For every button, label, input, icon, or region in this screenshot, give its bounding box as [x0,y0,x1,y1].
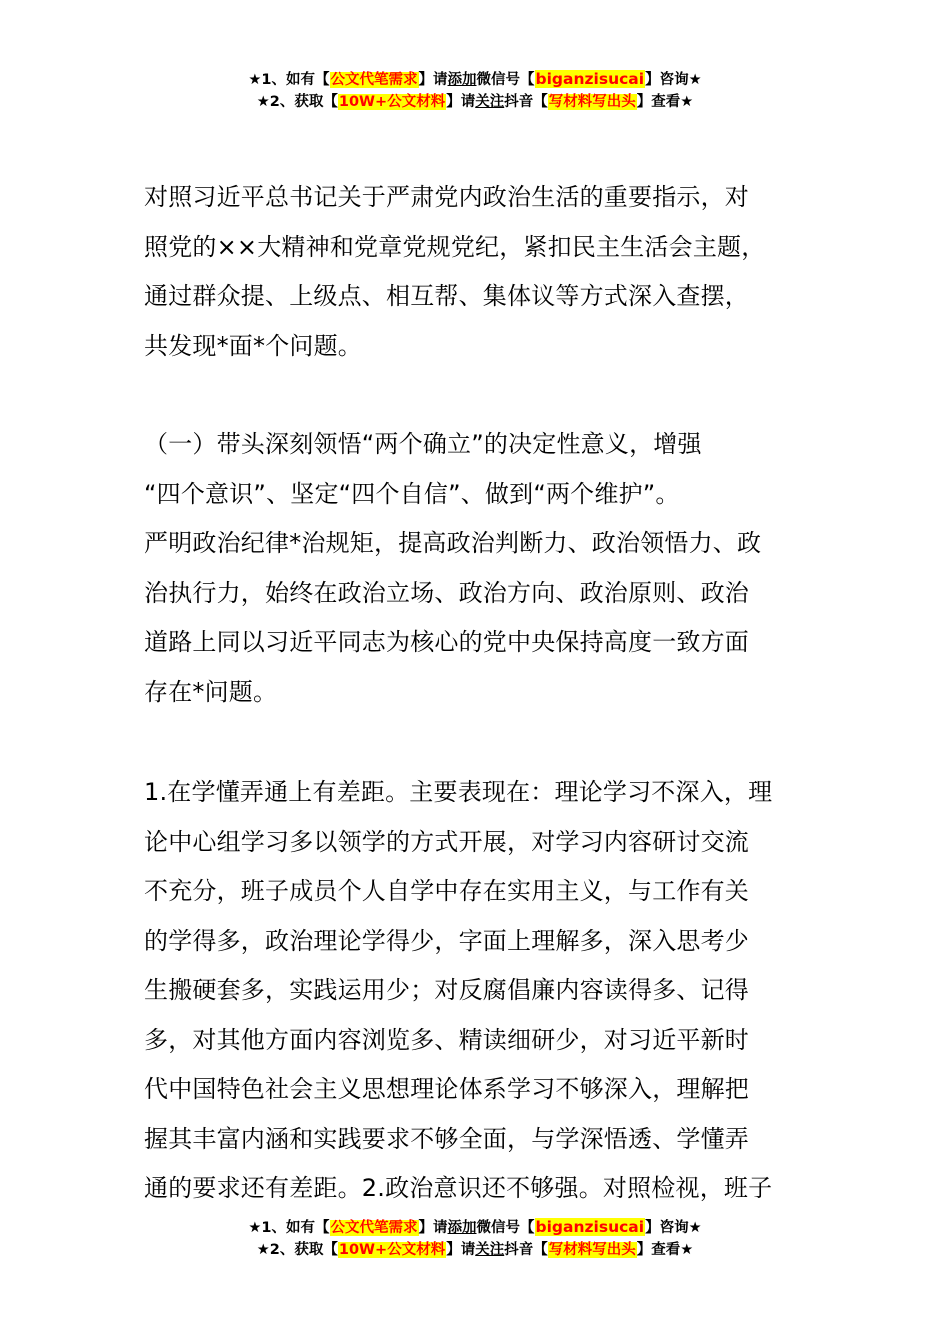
header-banner [0,68,950,113]
footer-banner [0,1216,950,1261]
highlight-wechat-id: biganzisucai [535,70,645,88]
footer-line-2: ★2、获取【10W+公文材料】请关注抖音【写材料写出头】查看★ [256,1242,694,1258]
highlight-materials: 10W+公文材料 [338,1242,446,1258]
highlight-wechat-id: biganzisucai [535,1218,645,1236]
highlight-materials: 10W+公文材料 [338,94,446,110]
header-line-2: ★2、获取【10W+公文材料】请关注抖音【写材料写出头】查看★ [256,94,694,110]
highlight-douyin: 写材料写出头 [548,94,636,110]
item-1-paragraph: 1.在学懂弄通上有差距。主要表现在：理论学习不深入，理 论中心组学习多以领学的方式开展，对学习内容研讨交流 不充分，班子成员个人自学中存在实用主义，与工作有关 的学得多，政治理论学得少，字面上理解多，深入思考少 生搬硬套多，实践运用少；对反腐倡廉内容读得多、记得 多，对其他方面内容浏览多、精读细研少，对习近平新时 代中国特色社会主义思想理论体系学习不够深入，理解把 握其丰富内涵和实践要求不够全面，与学深悟透、学懂弄 通的要求还有差距。2.政治意识还不够强。对照检视，班子 [144,778,773,1202]
header-line-1: ★1、如有【公文代笔需求】请添加微信号【biganzisucai】咨询★ [248,70,702,88]
highlight-ghostwriting: 公文代笔需求 [330,72,418,88]
highlight-ghostwriting: 公文代笔需求 [330,1220,418,1236]
section-1-paragraph: （一）带头深刻领悟“两个确立”的决定性意义，增强 “四个意识”、坚定“四个自信”、做到“两个维护”。 严明政治纪律*治规矩，提高政治判断力、政治领悟力、政 治执行力，始终在政治立场、政治方向、政治原则、政治 道路上同以习近平同志为核心的党中央保持高度一致方面 存在*问题。 [144,430,762,706]
highlight-douyin: 写材料写出头 [548,1242,636,1258]
footer-line-1: ★1、如有【公文代笔需求】请添加微信号【biganzisucai】咨询★ [248,1218,702,1236]
intro-paragraph: 对照习近平总书记关于严肃党内政治生活的重要指示，对 照党的××大精神和党章党规党纪，紧扣民主生活会主题， 通过群众提、上级点、相互帮、集体议等方式深入查摆， 共发现*面*个问题。 [144,183,766,360]
